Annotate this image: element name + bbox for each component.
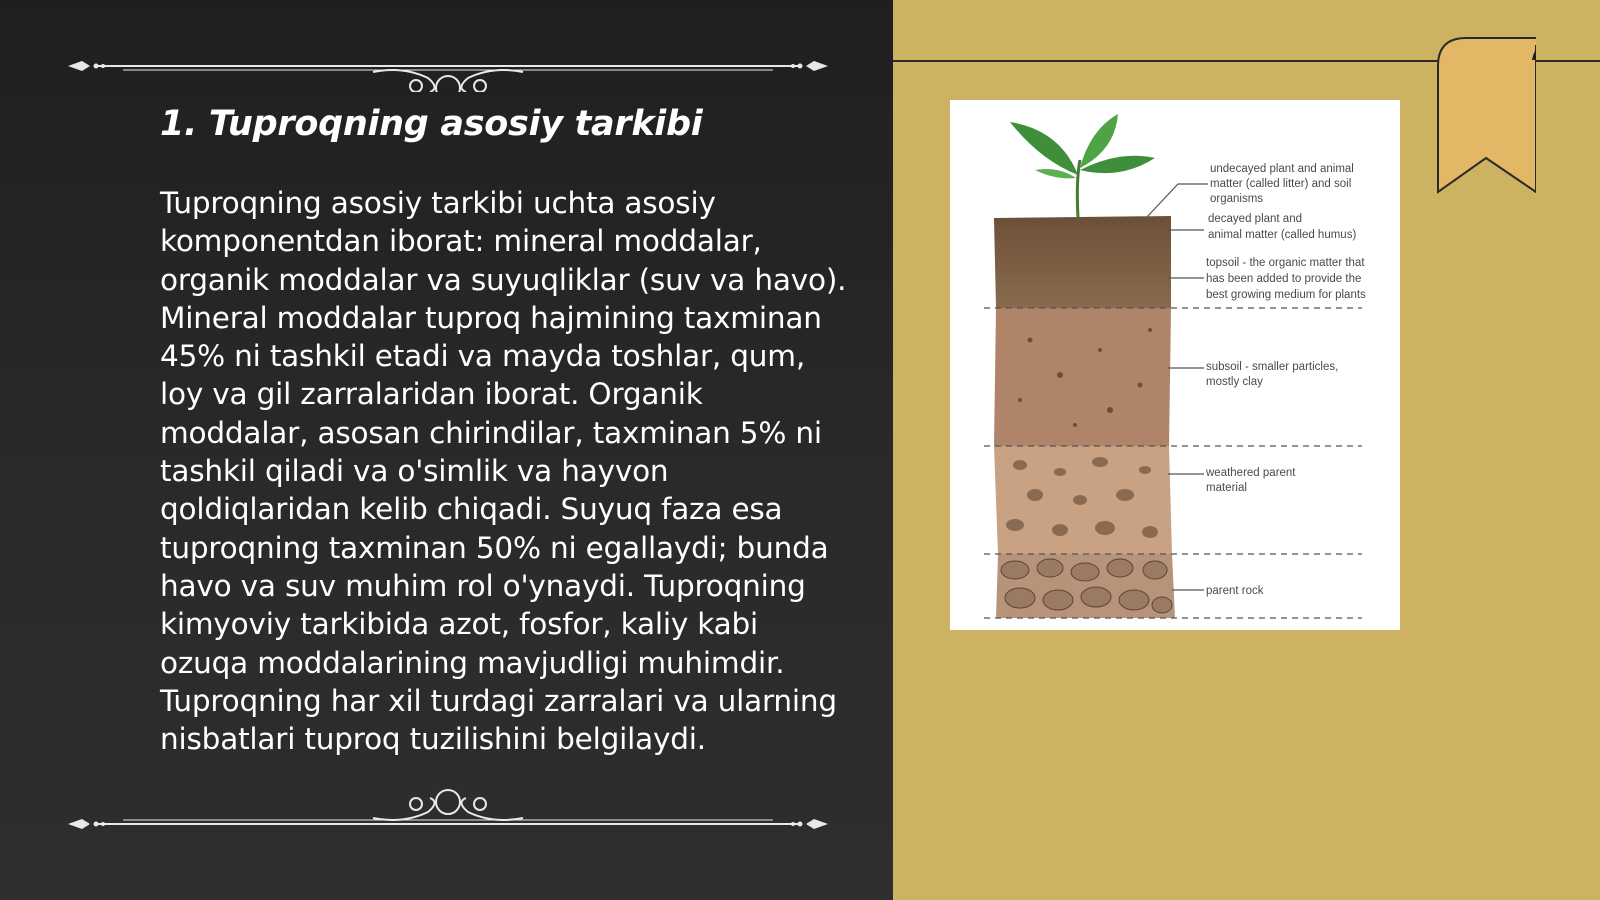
label-weathered: weathered parent material (1206, 467, 1296, 494)
bottom-ornament-divider (68, 782, 828, 832)
label-litter: undecayed plant and animal matter (called litter) and soil organisms (1210, 163, 1354, 205)
bookmark-ribbon-icon (1436, 36, 1536, 196)
slide-paragraph: Tuproqning asosiy tarkibi uchta asosiy komponentdan iborat: mineral moddalar, organik moddalar va suyuqliklar (suv va havo). Mineral moddalar tuproq hajmining taxminan 45% ni tashkil etadi va mayda toshlar, qum, loy va gil zarralaridan iborat. Organik moddalar, asosan chirindilar, taxminan 5% ni tashkil qiladi va o'simlik va hayvon qoldiqlaridan kelib chiqadi. Suyuq faza esa tuproqning taxminan 50% ni egallaydi; bunda havo va suv muhim rol o'ynaydi. Tuproqning kimyoviy tarkibida azot, fosfor, kaliy kabi ozuqa moddalarining mavjudligi muhimdir. Tuproqning har xil turdagi zarralari va ularning nisbatlari tuproq tuzilishini belgilaydi. (160, 186, 847, 757)
slide-title: 1. Tuproqning asosiy tarkibi (160, 104, 703, 144)
plant-sprout-icon (1010, 114, 1155, 218)
label-parent-rock: parent rock (1206, 585, 1264, 597)
top-ornament-divider (68, 42, 828, 92)
label-topsoil: topsoil - the organic matter that has been added to provide the best growing medium for plants (1206, 257, 1366, 301)
label-humus: decayed plant and animal matter (called humus) (1208, 213, 1357, 241)
soil-profile-figure (950, 100, 1400, 630)
label-subsoil: subsoil - smaller particles, mostly clay (1206, 361, 1339, 388)
